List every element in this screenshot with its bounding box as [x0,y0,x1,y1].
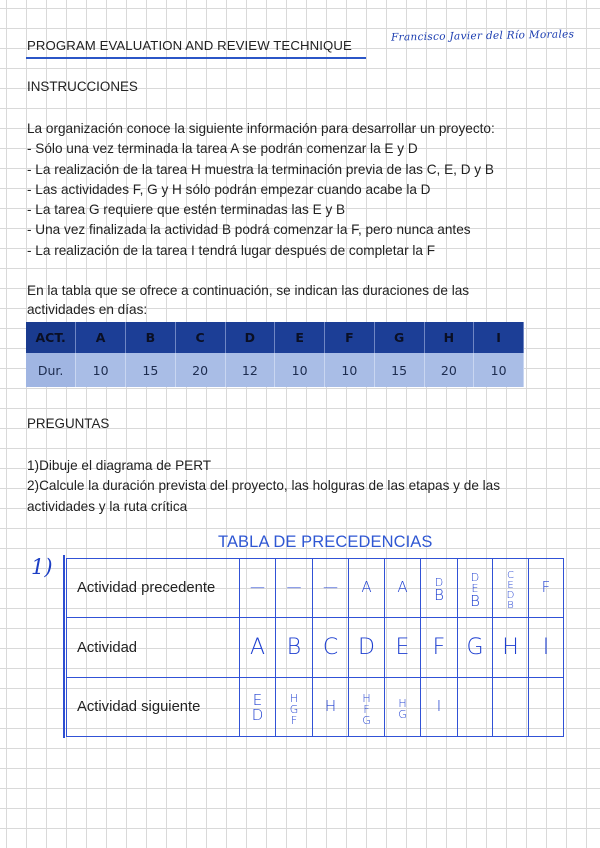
next-d-3: G [362,713,371,727]
question-1: 1)Dibuje el diagrama de PERT [27,458,212,473]
prev-cell-b [276,559,313,618]
next-b-3: F [290,713,298,727]
rule-6: - La realización de la tarea I tendrá lugar después de completar la F [27,242,436,258]
prev-h-2: E [507,580,514,591]
prev-b: — [286,578,302,596]
questions-list [27,456,567,517]
rule-2: - La realización de la tarea H muestra la terminación previa de las C, E, D y B [27,161,494,177]
next-cell-i [529,678,564,737]
rule-1: - Sólo una vez terminada la tarea A se podrán comenzar la E y D [27,141,418,157]
durations-value-cell: 10 [474,353,524,387]
prev-cell-a [240,559,276,618]
durations-value-cell: 10 [325,353,375,387]
durations-header-cell: C [175,322,225,353]
durations-value-cell: 10 [275,353,325,387]
activity-cell [313,618,349,678]
next-a-1: E [252,690,263,709]
prev-f-2: B [434,586,444,604]
prev-cell-c [313,559,349,618]
durations-value-cell: 12 [225,353,275,387]
document-title: PROGRAM EVALUATION AND REVIEW TECHNIQUE [27,38,352,53]
prev-a: — [250,578,265,596]
next-cell-h [493,678,529,737]
durations-header-cell: H [424,322,474,353]
prev-cell-g [458,559,493,618]
activity-g: G [466,634,484,660]
prev-i: F [541,578,551,596]
next-cell-d [349,678,385,737]
activity-cell [276,618,313,678]
durations-header-cell: E [275,322,325,353]
durations-value-cell: 15 [126,353,176,387]
rule-3: - Las actividades F, G y H sólo podrán empezar cuando acabe la D [27,181,431,197]
next-b-2: G [289,702,299,716]
rule-5: - Una vez finalizada la actividad B podrá comenzar la F, pero nunca antes [27,222,471,238]
instructions-text [27,119,587,261]
next-cell-b [276,678,313,737]
durations-header-cell: A [76,322,126,353]
prev-g-3: B [470,591,480,610]
previous-activity-row [67,559,564,618]
margin-line [63,555,65,738]
question-2-line-2: actividades y la ruta crítica [27,498,188,514]
activity-cell [240,618,276,678]
durations-header-cell: F [325,322,375,353]
activity-f: F [432,634,446,660]
next-cell-g [458,678,493,737]
durations-header-cell: ACT. [26,322,76,353]
questions-heading: PREGUNTAS [27,416,110,431]
durations-header-cell: I [474,322,524,353]
next-e-1: H [398,697,407,710]
durations-value-cell: Dur. [26,353,76,387]
answer-number: 1) [31,555,53,579]
rule-4: - La tarea G requiere que estén terminadas las E y B [27,202,346,218]
next-e-2: G [398,708,407,721]
precedence-table-title: TABLA DE PRECEDENCIAS [218,533,433,551]
prev-f-1: D [434,576,444,589]
prev-cell-i [529,559,564,618]
activity-cell [349,618,385,678]
activity-b: B [286,634,302,660]
row-label-next: Actividad siguiente [67,678,240,737]
activity-h: H [502,634,519,660]
durations-value-cell: 10 [76,353,126,387]
durations-header-cell: B [126,322,176,353]
activity-e: E [395,634,410,660]
prev-g-2: E [471,581,479,595]
prev-cell-e [385,559,421,618]
durations-intro [27,281,547,319]
next-activity-row [67,678,564,737]
activity-cell [421,618,458,678]
next-cell-a [240,678,276,737]
row-label-previous: Actividad precedente [67,559,240,618]
prev-cell-h [493,559,529,618]
instructions-heading: INSTRUCCIONES [27,79,138,94]
prev-d: A [361,578,372,596]
activity-a: A [249,634,266,660]
durations-value-cell: 20 [175,353,225,387]
activity-cell [385,618,421,678]
activity-i: I [542,634,550,660]
next-a-2: D [251,705,264,724]
activity-c: C [322,634,339,660]
durations-header-cell: D [225,322,275,353]
next-cell-f [421,678,458,737]
prev-h-3: D [506,590,515,601]
prev-c: — [323,578,338,596]
next-d-2: F [363,702,370,716]
prev-h-4: B [507,600,514,611]
activity-cell [529,618,564,678]
durations-intro-line-2: actividades en días: [27,302,148,317]
prev-cell-d [349,559,385,618]
activity-cell [458,618,493,678]
activity-cell [493,618,529,678]
next-c: H [324,697,337,715]
next-cell-e [385,678,421,737]
prev-g-1: D [470,570,480,584]
prev-h-1: C [507,570,514,581]
durations-value-row [26,353,524,387]
next-b-1: H [289,691,299,705]
precedence-table [66,558,564,737]
prev-e: A [397,578,408,596]
prev-cell-f [421,559,458,618]
next-f: I [436,697,442,715]
next-d-1: H [362,691,371,705]
title-underline [26,57,366,59]
activity-row [67,618,564,678]
durations-value-cell: 20 [424,353,474,387]
durations-table [26,322,524,387]
row-label-activity: Actividad [67,618,240,678]
next-cell-c [313,678,349,737]
author-signature: Francisco Javier del Río Morales [390,28,575,44]
durations-value-cell: 15 [374,353,424,387]
durations-intro-line-1: En la tabla que se ofrece a continuación, se indican las duraciones de las [27,283,470,298]
durations-header-row [26,322,524,353]
instructions-intro: La organización conoce la siguiente información para desarrollar un proyecto: [27,121,495,136]
activity-d: D [358,634,375,660]
durations-header-cell: G [374,322,424,353]
question-2-line-1: 2)Calcule la duración prevista del proyecto, las holguras de las etapas y de las [27,478,501,494]
